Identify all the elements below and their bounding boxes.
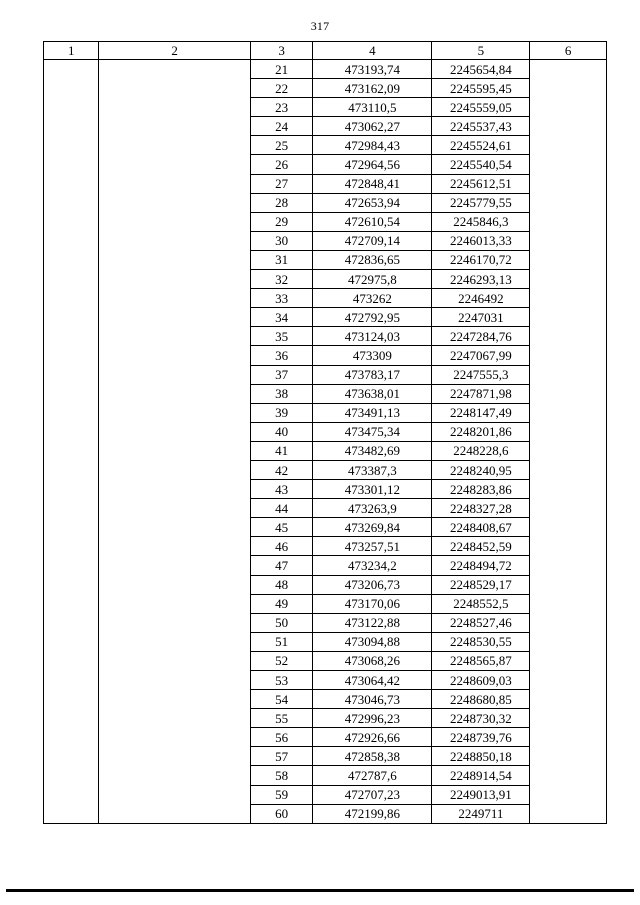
x-coordinate-cell: 472858,38 [313, 747, 432, 766]
x-coordinate-cell: 473309 [313, 346, 432, 365]
point-number-cell: 42 [250, 460, 313, 479]
y-coordinate-cell: 2245537,43 [432, 117, 530, 136]
y-coordinate-cell: 2248730,32 [432, 709, 530, 728]
y-coordinate-cell: 2247871,98 [432, 384, 530, 403]
x-coordinate-cell: 472848,41 [313, 174, 432, 193]
x-coordinate-cell: 472984,43 [313, 136, 432, 155]
y-coordinate-cell: 2248914,54 [432, 766, 530, 785]
x-coordinate-cell: 472964,56 [313, 155, 432, 174]
y-coordinate-cell: 2248680,85 [432, 690, 530, 709]
x-coordinate-cell: 473110,5 [313, 98, 432, 117]
y-coordinate-cell: 2245559,05 [432, 98, 530, 117]
y-coordinate-cell: 2248283,86 [432, 480, 530, 499]
point-number-cell: 47 [250, 556, 313, 575]
x-coordinate-cell: 473068,26 [313, 651, 432, 670]
y-coordinate-cell: 2246492 [432, 289, 530, 308]
y-coordinate-cell: 2248739,76 [432, 728, 530, 747]
y-coordinate-cell: 2248240,95 [432, 460, 530, 479]
y-coordinate-cell: 2245595,45 [432, 79, 530, 98]
page-number: 317 [310, 19, 330, 33]
point-number-cell: 36 [250, 346, 313, 365]
point-number-cell: 26 [250, 155, 313, 174]
x-coordinate-cell: 473193,74 [313, 60, 432, 79]
point-number-cell: 46 [250, 537, 313, 556]
point-number-cell: 34 [250, 308, 313, 327]
column-2-cell [99, 60, 250, 824]
x-coordinate-cell: 473482,69 [313, 441, 432, 460]
y-coordinate-cell: 2248609,03 [432, 671, 530, 690]
point-number-cell: 50 [250, 613, 313, 632]
x-coordinate-cell: 472199,86 [313, 804, 432, 823]
y-coordinate-cell: 2245612,51 [432, 174, 530, 193]
point-number-cell: 30 [250, 231, 313, 250]
y-coordinate-cell: 2248529,17 [432, 575, 530, 594]
point-number-cell: 38 [250, 384, 313, 403]
y-coordinate-cell: 2247555,3 [432, 365, 530, 384]
y-coordinate-cell: 2247031 [432, 308, 530, 327]
y-coordinate-cell: 2248228,6 [432, 441, 530, 460]
x-coordinate-cell: 472707,23 [313, 785, 432, 804]
point-number-cell: 24 [250, 117, 313, 136]
point-number-cell: 57 [250, 747, 313, 766]
x-coordinate-cell: 473263,9 [313, 499, 432, 518]
x-coordinate-cell: 472996,23 [313, 709, 432, 728]
x-coordinate-cell: 473206,73 [313, 575, 432, 594]
x-coordinate-cell: 472653,94 [313, 193, 432, 212]
point-number-cell: 52 [250, 651, 313, 670]
x-coordinate-cell: 473094,88 [313, 632, 432, 651]
x-coordinate-cell: 472792,95 [313, 308, 432, 327]
y-coordinate-cell: 2248201,86 [432, 422, 530, 441]
y-coordinate-cell: 2248850,18 [432, 747, 530, 766]
point-number-cell: 44 [250, 499, 313, 518]
point-number-cell: 49 [250, 594, 313, 613]
y-coordinate-cell: 2248494,72 [432, 556, 530, 575]
point-number-cell: 27 [250, 174, 313, 193]
point-number-cell: 39 [250, 403, 313, 422]
y-coordinate-cell: 2245524,61 [432, 136, 530, 155]
x-coordinate-cell: 473491,13 [313, 403, 432, 422]
x-coordinate-cell: 473301,12 [313, 480, 432, 499]
y-coordinate-cell: 2248452,59 [432, 537, 530, 556]
point-number-cell: 33 [250, 289, 313, 308]
y-coordinate-cell: 2246170,72 [432, 250, 530, 269]
point-number-cell: 60 [250, 804, 313, 823]
y-coordinate-cell: 2249013,91 [432, 785, 530, 804]
x-coordinate-cell: 472926,66 [313, 728, 432, 747]
coordinates-table [43, 41, 607, 824]
point-number-cell: 23 [250, 98, 313, 117]
y-coordinate-cell: 2245654,84 [432, 60, 530, 79]
x-coordinate-cell: 473170,06 [313, 594, 432, 613]
y-coordinate-cell: 2245540,54 [432, 155, 530, 174]
column-header-2: 2 [99, 42, 250, 60]
y-coordinate-cell: 2248530,55 [432, 632, 530, 651]
x-coordinate-cell: 473783,17 [313, 365, 432, 384]
y-coordinate-cell: 2248552,5 [432, 594, 530, 613]
x-coordinate-cell: 473269,84 [313, 518, 432, 537]
y-coordinate-cell: 2245846,3 [432, 212, 530, 231]
x-coordinate-cell: 473387,3 [313, 460, 432, 479]
column-header-6: 6 [530, 42, 607, 60]
x-coordinate-cell: 473162,09 [313, 79, 432, 98]
x-coordinate-cell: 472836,65 [313, 250, 432, 269]
table-header-row [44, 42, 607, 60]
y-coordinate-cell: 2249711 [432, 804, 530, 823]
table-body [44, 60, 607, 824]
point-number-cell: 43 [250, 480, 313, 499]
point-number-cell: 31 [250, 250, 313, 269]
x-coordinate-cell: 473234,2 [313, 556, 432, 575]
column-1-cell [44, 60, 99, 824]
point-number-cell: 45 [250, 518, 313, 537]
y-coordinate-cell: 2245779,55 [432, 193, 530, 212]
x-coordinate-cell: 473062,27 [313, 117, 432, 136]
point-number-cell: 56 [250, 728, 313, 747]
y-coordinate-cell: 2246293,13 [432, 270, 530, 289]
y-coordinate-cell: 2248327,28 [432, 499, 530, 518]
point-number-cell: 35 [250, 327, 313, 346]
x-coordinate-cell: 473122,88 [313, 613, 432, 632]
x-coordinate-cell: 472709,14 [313, 231, 432, 250]
column-6-cell [530, 60, 607, 824]
x-coordinate-cell: 472975,8 [313, 270, 432, 289]
column-header-1: 1 [44, 42, 99, 60]
x-coordinate-cell: 473124,03 [313, 327, 432, 346]
x-coordinate-cell: 472787,6 [313, 766, 432, 785]
column-header-3: 3 [250, 42, 313, 60]
point-number-cell: 48 [250, 575, 313, 594]
point-number-cell: 32 [250, 270, 313, 289]
point-number-cell: 29 [250, 212, 313, 231]
x-coordinate-cell: 473475,34 [313, 422, 432, 441]
y-coordinate-cell: 2247284,76 [432, 327, 530, 346]
x-coordinate-cell: 472610,54 [313, 212, 432, 231]
footer-rule [6, 889, 634, 892]
point-number-cell: 40 [250, 422, 313, 441]
point-number-cell: 37 [250, 365, 313, 384]
table-row [44, 60, 607, 79]
point-number-cell: 54 [250, 690, 313, 709]
y-coordinate-cell: 2246013,33 [432, 231, 530, 250]
point-number-cell: 53 [250, 671, 313, 690]
point-number-cell: 25 [250, 136, 313, 155]
y-coordinate-cell: 2248565,87 [432, 651, 530, 670]
point-number-cell: 59 [250, 785, 313, 804]
point-number-cell: 55 [250, 709, 313, 728]
y-coordinate-cell: 2247067,99 [432, 346, 530, 365]
point-number-cell: 51 [250, 632, 313, 651]
column-header-4: 4 [313, 42, 432, 60]
x-coordinate-cell: 473046,73 [313, 690, 432, 709]
point-number-cell: 28 [250, 193, 313, 212]
column-header-5: 5 [432, 42, 530, 60]
x-coordinate-cell: 473638,01 [313, 384, 432, 403]
point-number-cell: 58 [250, 766, 313, 785]
point-number-cell: 22 [250, 79, 313, 98]
point-number-cell: 41 [250, 441, 313, 460]
y-coordinate-cell: 2248527,46 [432, 613, 530, 632]
y-coordinate-cell: 2248408,67 [432, 518, 530, 537]
x-coordinate-cell: 473064,42 [313, 671, 432, 690]
point-number-cell: 21 [250, 60, 313, 79]
x-coordinate-cell: 473262 [313, 289, 432, 308]
x-coordinate-cell: 473257,51 [313, 537, 432, 556]
y-coordinate-cell: 2248147,49 [432, 403, 530, 422]
